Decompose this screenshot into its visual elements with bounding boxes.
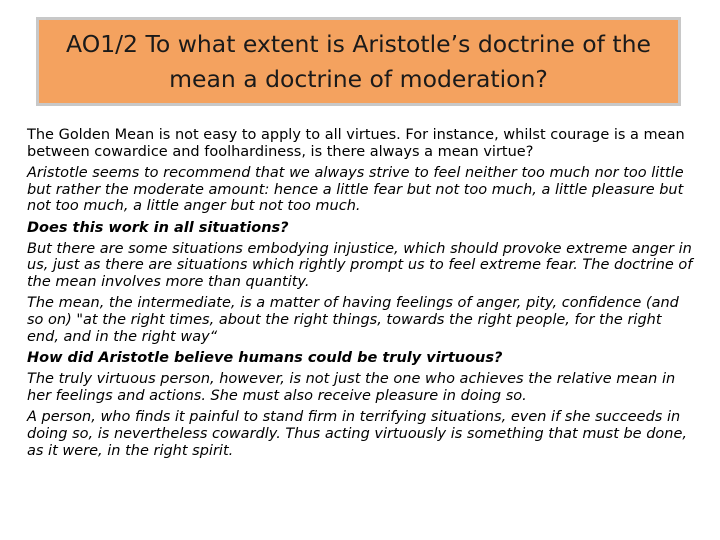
slide-title: AO1/2 To what extent is Aristotle’s doctrine of the mean a doctrine of moderation?: [66, 29, 651, 93]
paragraph-truly-virtuous-person: The truly virtuous person, however, is not just the one who achieves the relative mean in her feelings and actions. She must also receive pleasure in doing so.: [27, 371, 676, 404]
question-truly-virtuous: How did Aristotle believe humans could be truly virtuous?: [27, 350, 503, 367]
body-text: [27, 127, 697, 464]
paragraph-right-spirit: A person, who finds it painful to stand firm in terrifying situations, even if she succeeds in doing so, is nevertheless cowardly. Thus acting virtuously is something that must be done, as it were, in the right spirit.: [27, 409, 688, 459]
paragraph-aristotle-recommendation: Aristotle seems to recommend that we always strive to feel neither too much nor too little but rather the moderate amount: hence a little fear but not too much, a little pleasure but not too much, a little anger but not too much.: [27, 164, 684, 215]
question-all-situations: Does this work in all situations?: [27, 219, 289, 236]
paragraph-the-mean: The mean, the intermediate, is a matter of having feelings of anger, pity, confidence (and so on) "at the right times, about the right things, towards the right people, for the right end, and in the right way“: [27, 295, 679, 345]
paragraph-injustice: But there are some situations embodying injustice, which should provoke extreme anger in us, just as there are situations which rightly prompt us to feel extreme fear. The doctrine of the mean involves more than quantity.: [27, 240, 693, 291]
title-box: [36, 17, 681, 106]
paragraph-golden-mean: The Golden Mean is not easy to apply to all virtues. For instance, whilst courage is a mean between cowardice and foolhardiness, is there always a mean virtue?: [27, 127, 685, 160]
